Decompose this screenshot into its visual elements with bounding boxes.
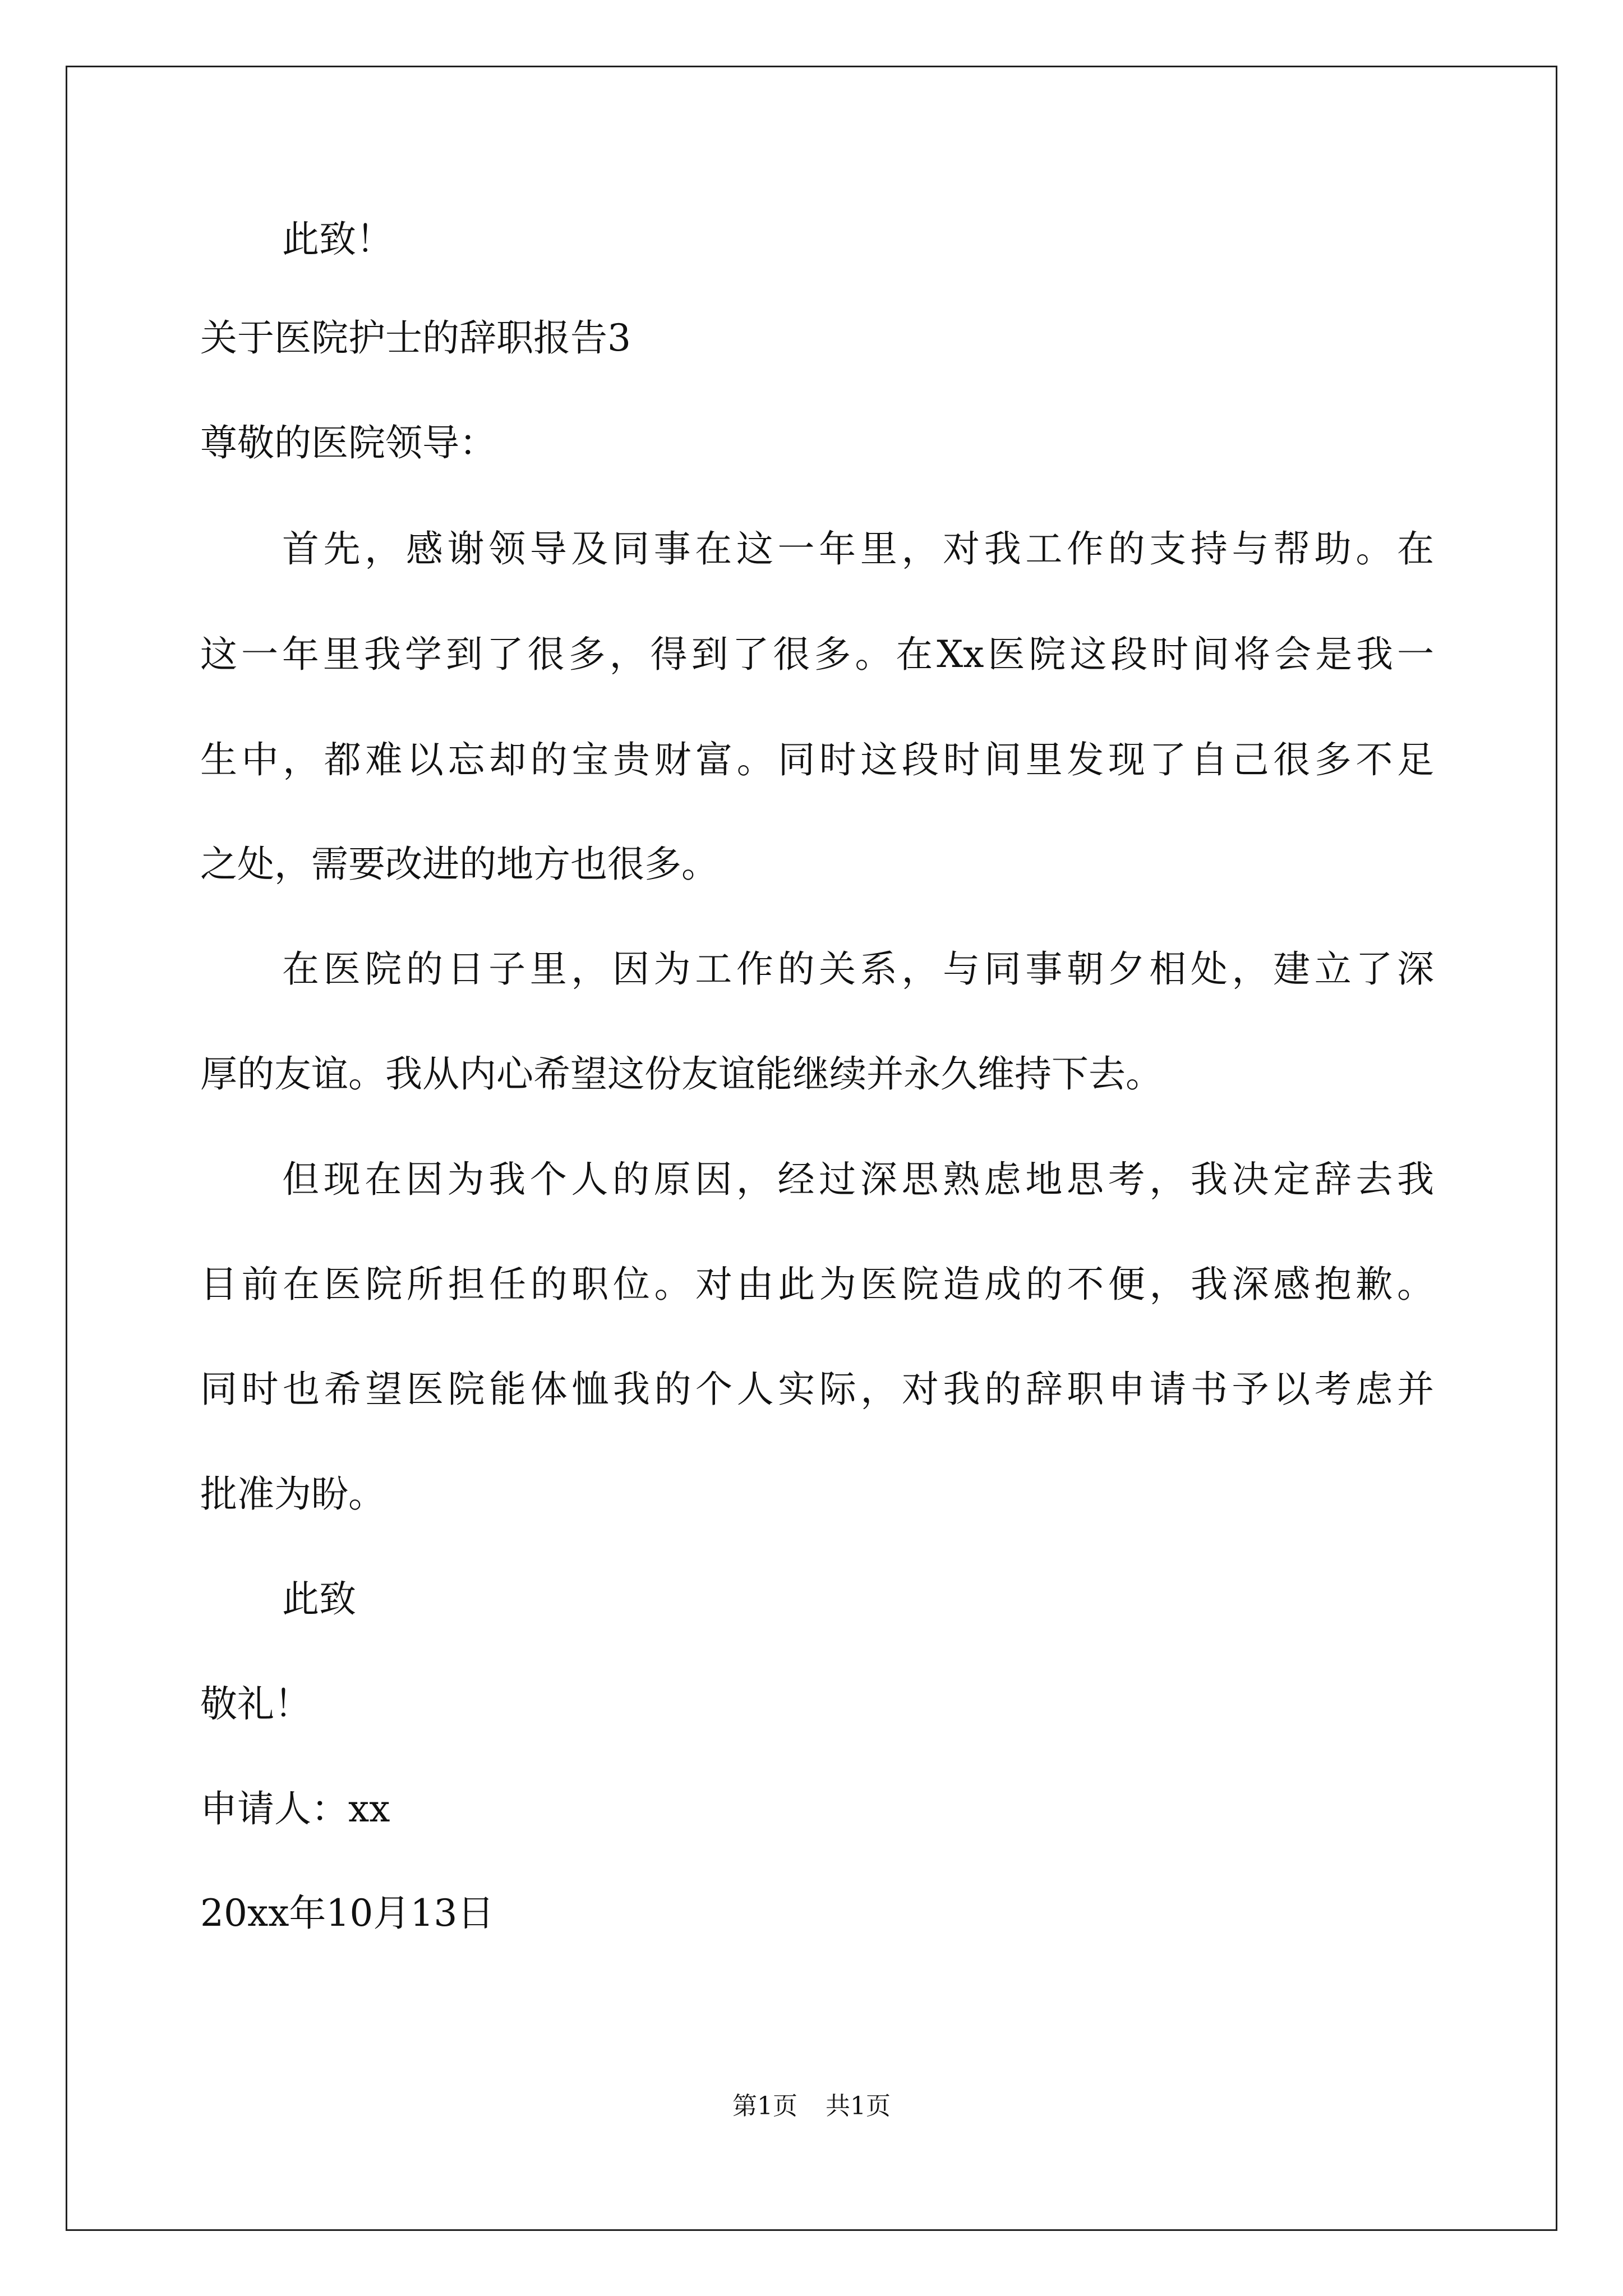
paragraph-3-line-1: 但现在因为我个人的原因，经过深思熟虑地思考，我决定辞去我 [282,1158,1434,1201]
paragraph-2-line-2: 厚的友谊。我从内心希望这份友谊能继续并永久维持下去。 [200,1052,1163,1096]
document-title: 关于医院护士的辞职报告3 [200,316,631,360]
paragraph-1-line-3: 生中，都难以忘却的宝贵财富。同时这段时间里发现了自己很多不足 [200,738,1434,781]
paragraph-1-line-4: 之处，需要改进的地方也很多。 [200,843,718,886]
closing-previous: 此致！ [282,218,393,261]
page-total: 共1页 [826,2092,891,2120]
paragraph-3-line-2: 目前在医院所担任的职位。对由此为医院造成的不便，我深感抱歉。 [200,1263,1434,1306]
closing: 此致 [282,1577,356,1621]
applicant: 申请人：xx [200,1787,390,1830]
salutation: 尊敬的医院领导： [200,421,496,464]
paragraph-3-line-3: 同时也希望医院能体恤我的个人实际，对我的辞职申请书予以考虑并 [200,1368,1434,1411]
page-footer [0,2090,1623,2123]
date: 20xx年10月13日 [200,1892,495,1935]
paragraph-2-line-1: 在医院的日子里，因为工作的关系，与同事朝夕相处，建立了深 [282,947,1434,991]
regards: 敬礼！ [200,1682,311,1726]
page-number: 第1页 [732,2092,797,2120]
paragraph-1-line-1: 首先，感谢领导及同事在这一年里，对我工作的支持与帮助。在 [282,527,1434,570]
paragraph-3-line-4: 批准为盼。 [200,1473,385,1516]
paragraph-1-line-2: 这一年里我学到了很多，得到了很多。在Xx医院这段时间将会是我一 [200,633,1434,676]
